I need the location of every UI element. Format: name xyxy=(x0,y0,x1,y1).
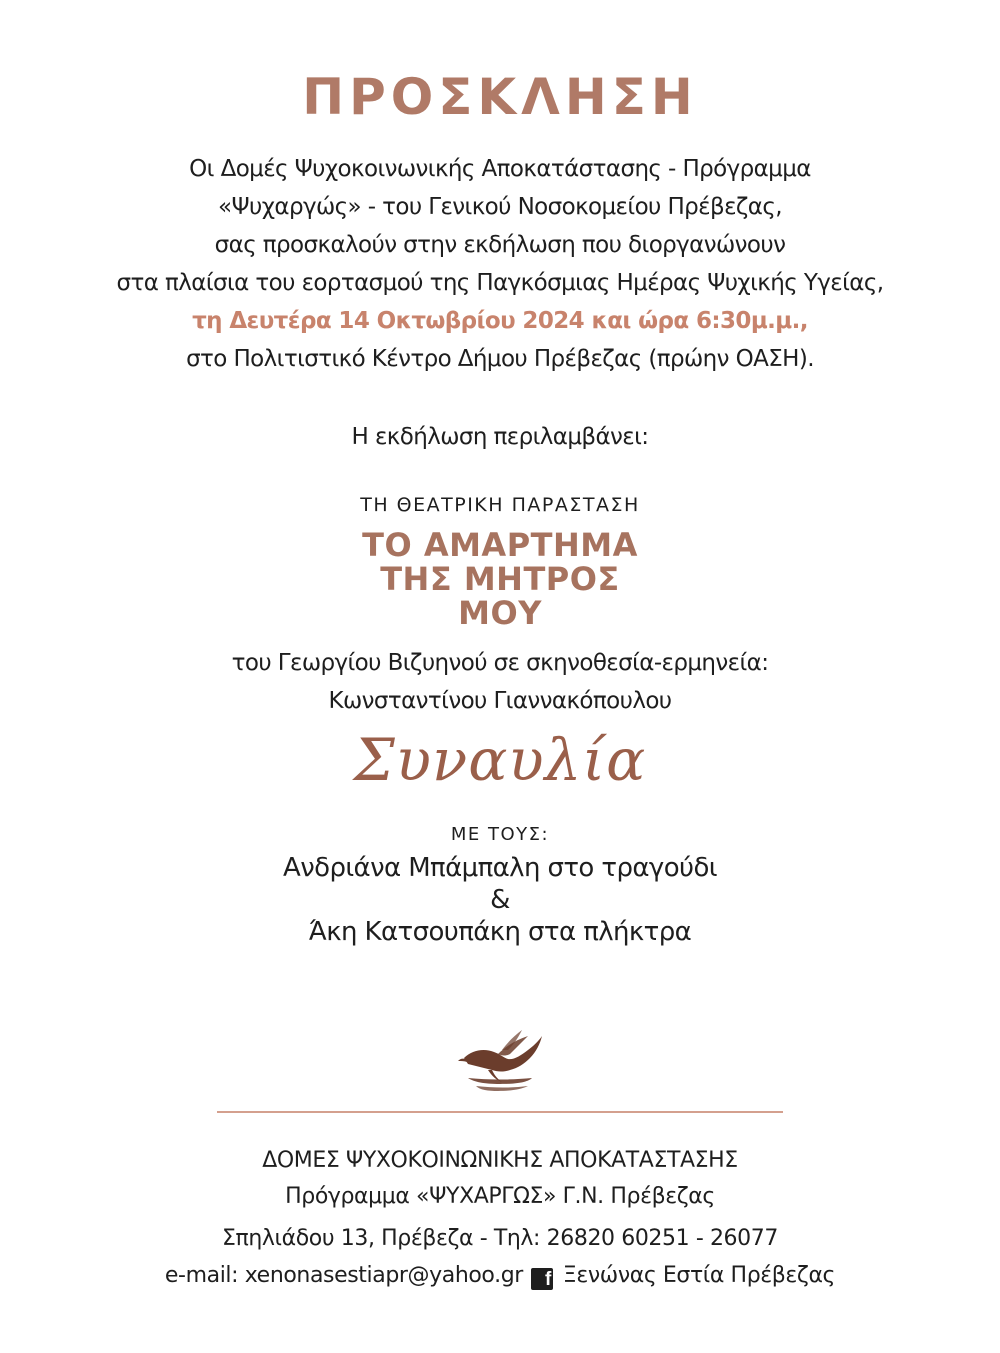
footer-org: ΔΟΜΕΣ ΨΥΧΟΚΟΙΝΩΝΙΚΗΣ ΑΠΟΚΑΤΑΣΤΑΣΗΣ xyxy=(262,1148,738,1173)
includes-line: Η εκδήλωση περιλαμβάνει: xyxy=(351,424,649,450)
footer-contact xyxy=(0,1263,1000,1290)
play-credit xyxy=(0,644,1000,720)
footer-divider xyxy=(217,1111,783,1113)
concert-heading: Συναυλία xyxy=(353,726,647,794)
play-credit-line-1: του Γεωργίου Βιζυηνού σε σκηνοθεσία-ερμηνεία: xyxy=(231,650,769,676)
intro-line-2: «Ψυχαργώς» - του Γενικού Νοσοκομείου Πρέβεζας, xyxy=(218,194,782,220)
play-credit-line-2: Κωνσταντίνου Γιαννακόπουλου xyxy=(328,688,672,714)
footer-facebook-page[interactable]: Ξενώνας Εστία Πρέβεζας xyxy=(562,1263,836,1288)
intro-line-4: στα πλαίσια του εορτασμού της Παγκόσμιας Ημέρας Ψυχικής Υγείας, xyxy=(116,270,884,296)
event-date: τη Δευτέρα 14 Οκτωβρίου 2024 και ώρα 6:30μ.μ., xyxy=(192,308,808,334)
play-title-line-1: ΤΟ ΑΜΑΡΤΗΜΑ xyxy=(362,526,638,564)
intro-paragraph xyxy=(0,150,1000,378)
footer-email[interactable]: e-mail: xenonasestiapr@yahoo.gr xyxy=(164,1263,523,1288)
page-title: ΠΡΟΣΚΛΗΣΗ xyxy=(302,68,698,126)
facebook-icon: f xyxy=(531,1268,553,1290)
performer-singer: Ανδριάνα Μπάμπαλη στο τραγούδι xyxy=(283,853,717,883)
play-title-line-3: ΜΟΥ xyxy=(458,594,542,632)
intro-line-3: σας προσκαλούν στην εκδήλωση που διοργανώνουν xyxy=(214,232,786,258)
play-title-line-2: ΤΗΣ ΜΗΤΡΟΣ xyxy=(380,560,620,598)
footer-program: Πρόγραμμα «ΨΥΧΑΡΓΩΣ» Γ.Ν. Πρέβεζας xyxy=(285,1184,715,1209)
performers-ampersand: & xyxy=(490,885,510,915)
play-label: ΤΗ ΘΕΑΤΡΙΚΗ ΠΑΡΑΣΤΑΣΗ xyxy=(360,494,640,516)
play-title xyxy=(0,528,1000,630)
bird-logo-icon xyxy=(458,1028,544,1092)
performer-keys: Άκη Κατσουπάκη στα πλήκτρα xyxy=(308,917,692,947)
with-label: ΜΕ ΤΟΥΣ: xyxy=(450,824,550,845)
performers-list xyxy=(0,852,1000,948)
intro-line-1: Οι Δομές Ψυχοκοινωνικής Αποκατάστασης - Πρόγραμμα xyxy=(189,156,811,182)
footer-address: Σπηλιάδου 13, Πρέβεζα - Τηλ: 26820 60251 - 26077 xyxy=(222,1226,778,1251)
event-venue: στο Πολιτιστικό Κέντρο Δήμου Πρέβεζας (πρώην ΟΑΣΗ). xyxy=(186,346,814,372)
